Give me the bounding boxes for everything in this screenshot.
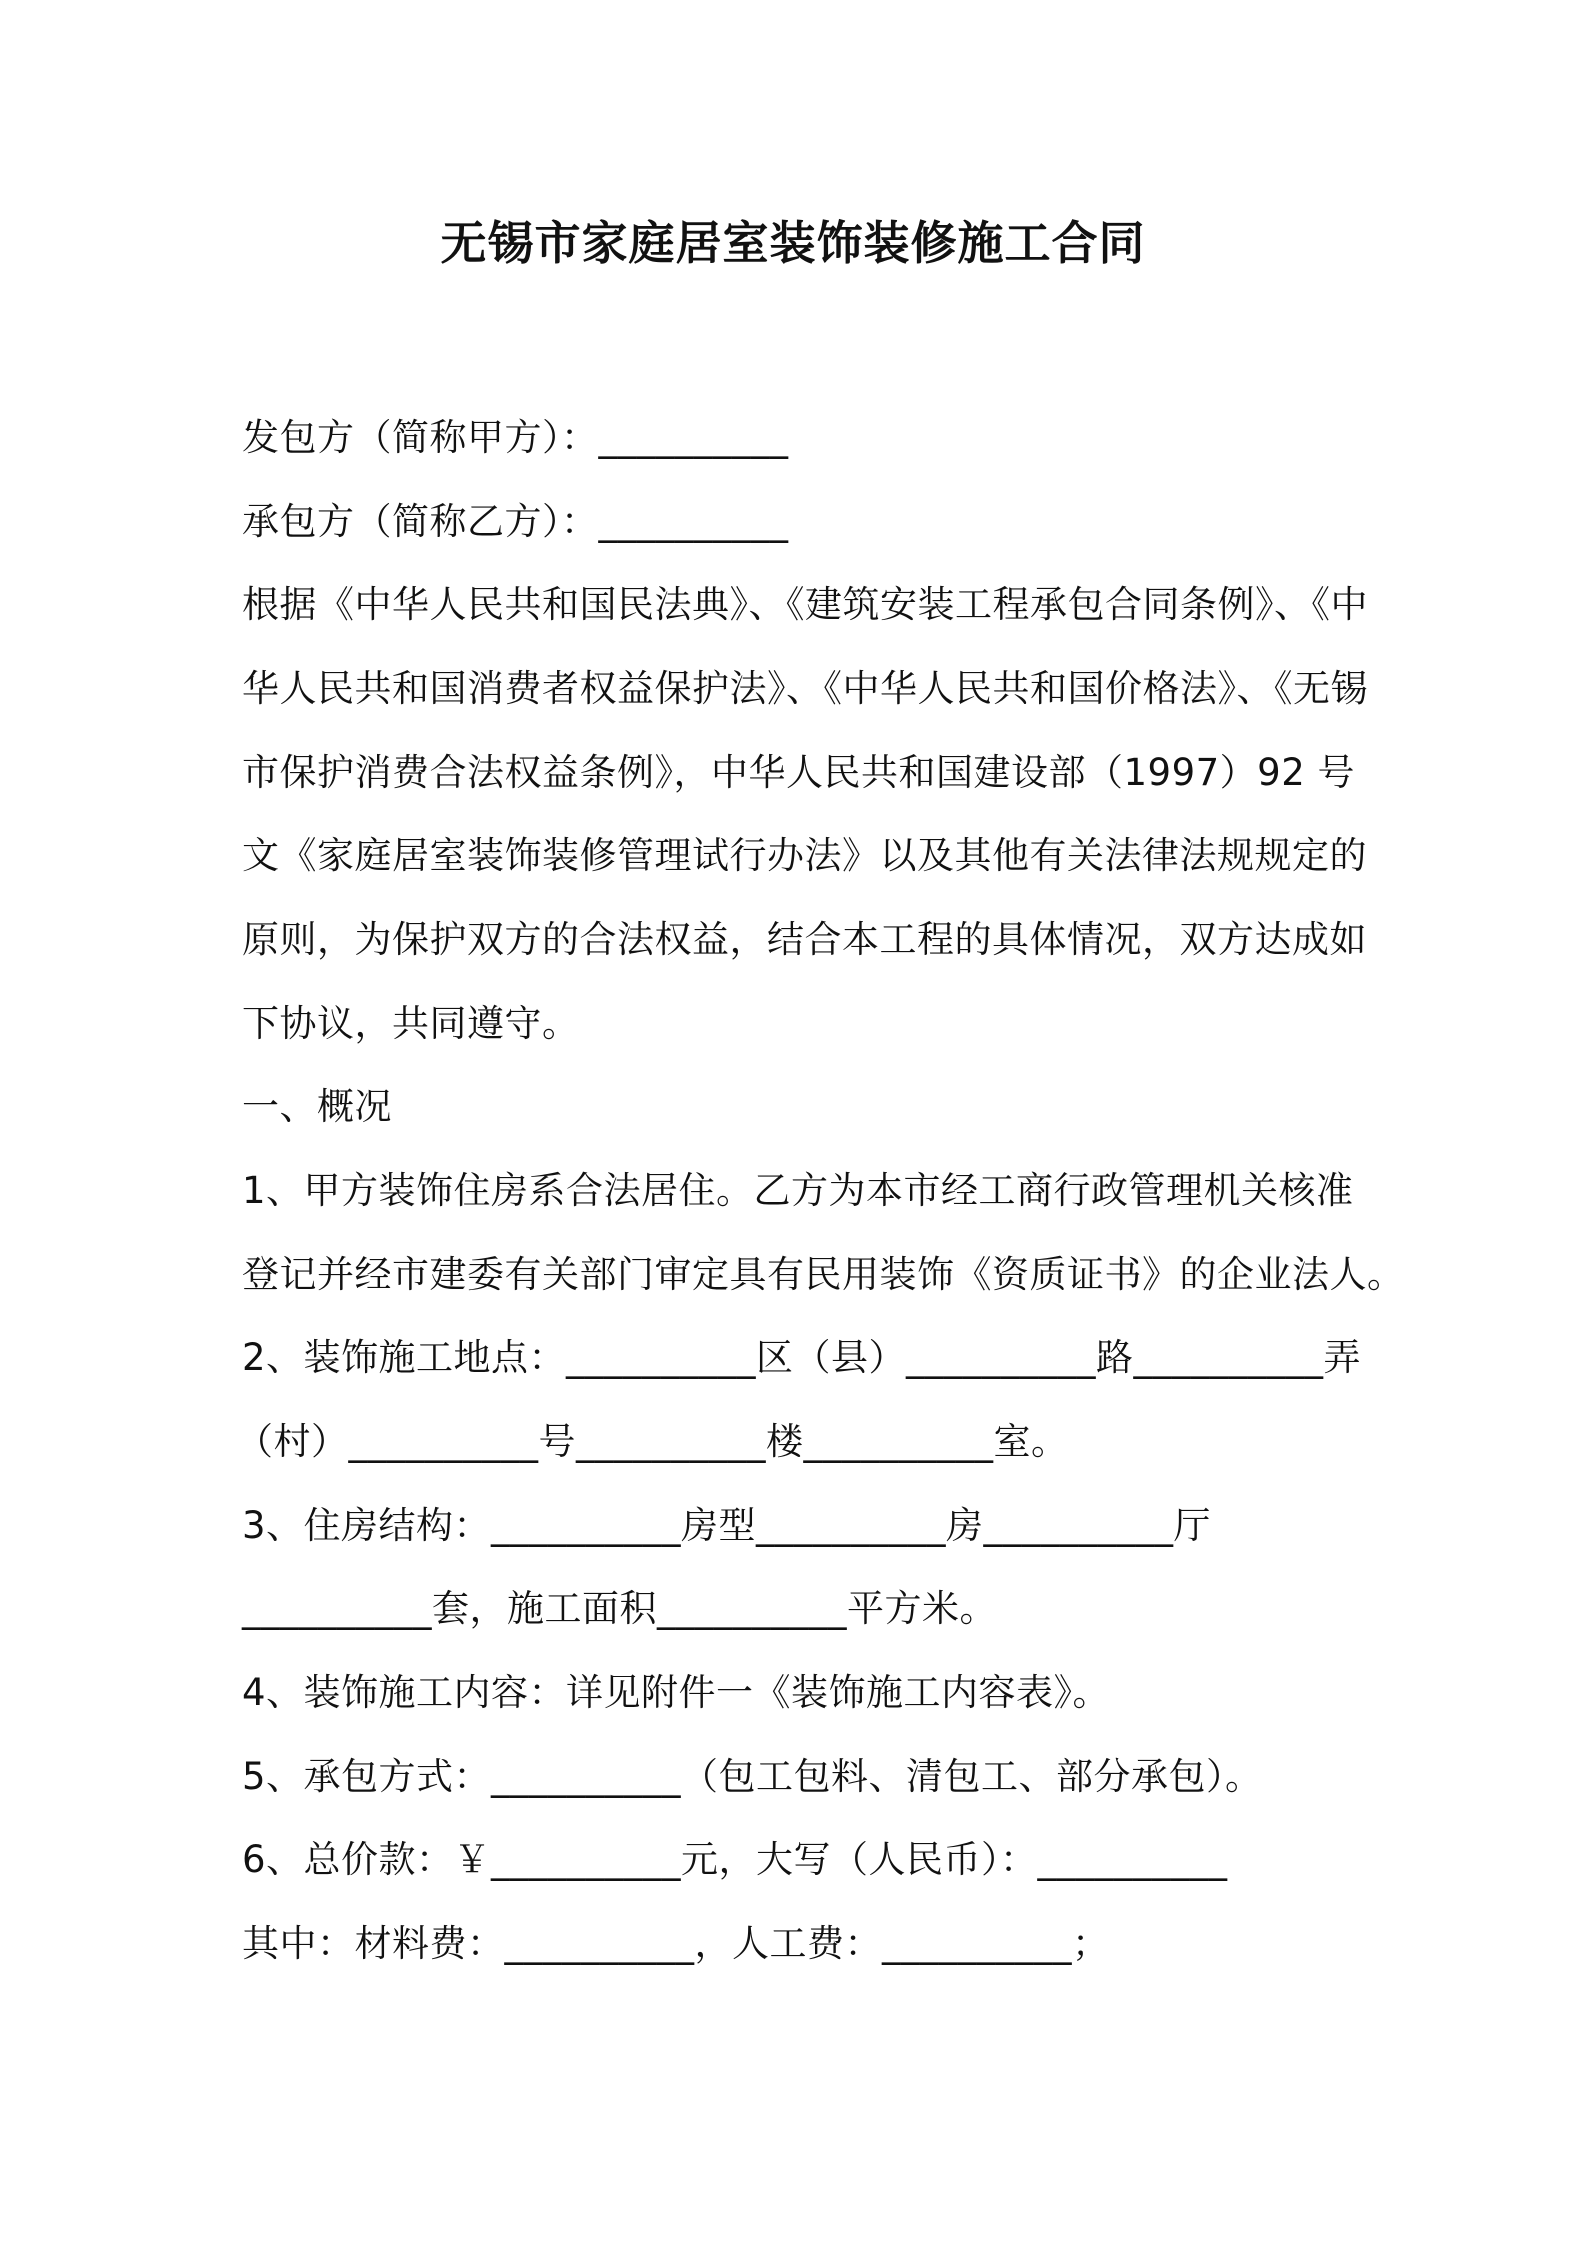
preamble-line-5: 原则，为保护双方的合法权益，结合本工程的具体情况，双方达成如 [242, 918, 1367, 961]
clause-2-line-1: 2、装饰施工地点：__________区（县）__________路__________弄 [242, 1336, 1362, 1379]
document-title: 无锡市家庭居室装饰装修施工合同 [440, 216, 1146, 270]
clause-1-line-1: 1、甲方装饰住房系合法居住。乙方为本市经工商行政管理机关核准 [242, 1169, 1354, 1212]
clause-2-line-2: （村）__________号__________楼__________室。 [236, 1420, 1069, 1463]
clause-5-line: 5、承包方式：__________（包工包料、清包工、部分承包）。 [242, 1755, 1263, 1798]
clause-3-line-2: __________套，施工面积__________平方米。 [242, 1587, 997, 1630]
preamble-line-4: 文《家庭居室装饰装修管理试行办法》以及其他有关法律法规规定的 [242, 834, 1367, 877]
clause-6-line-1: 6、总价款：￥__________元，大写（人民币）：__________ [242, 1838, 1228, 1881]
preamble-line-6: 下协议，共同遵守。 [242, 1002, 580, 1045]
clause-3-line-1: 3、住房结构：__________房型__________房__________厅 [242, 1504, 1212, 1547]
clause-4-line: 4、装饰施工内容：详见附件一《装饰施工内容表》。 [242, 1671, 1111, 1714]
party-b-line: 承包方（简称乙方）：__________ [242, 500, 789, 543]
preamble-line-3: 市保护消费合法权益条例》，中华人民共和国建设部（1997）92 号 [242, 751, 1356, 794]
section-heading-overview: 一、概况 [242, 1085, 392, 1128]
clause-1-line-2: 登记并经市建委有关部门审定具有民用装饰《资质证书》的企业法人。 [242, 1253, 1405, 1296]
preamble-line-2: 华人民共和国消费者权益保护法》、《中华人民共和国价格法》、《无锡 [242, 667, 1368, 710]
party-a-line: 发包方（简称甲方）：__________ [242, 416, 789, 459]
clause-6-line-2: 其中：材料费：__________，人工费：__________； [242, 1922, 1110, 1965]
preamble-line-1: 根据《中华人民共和国民法典》、《建筑安装工程承包合同条例》、《中 [242, 583, 1368, 626]
